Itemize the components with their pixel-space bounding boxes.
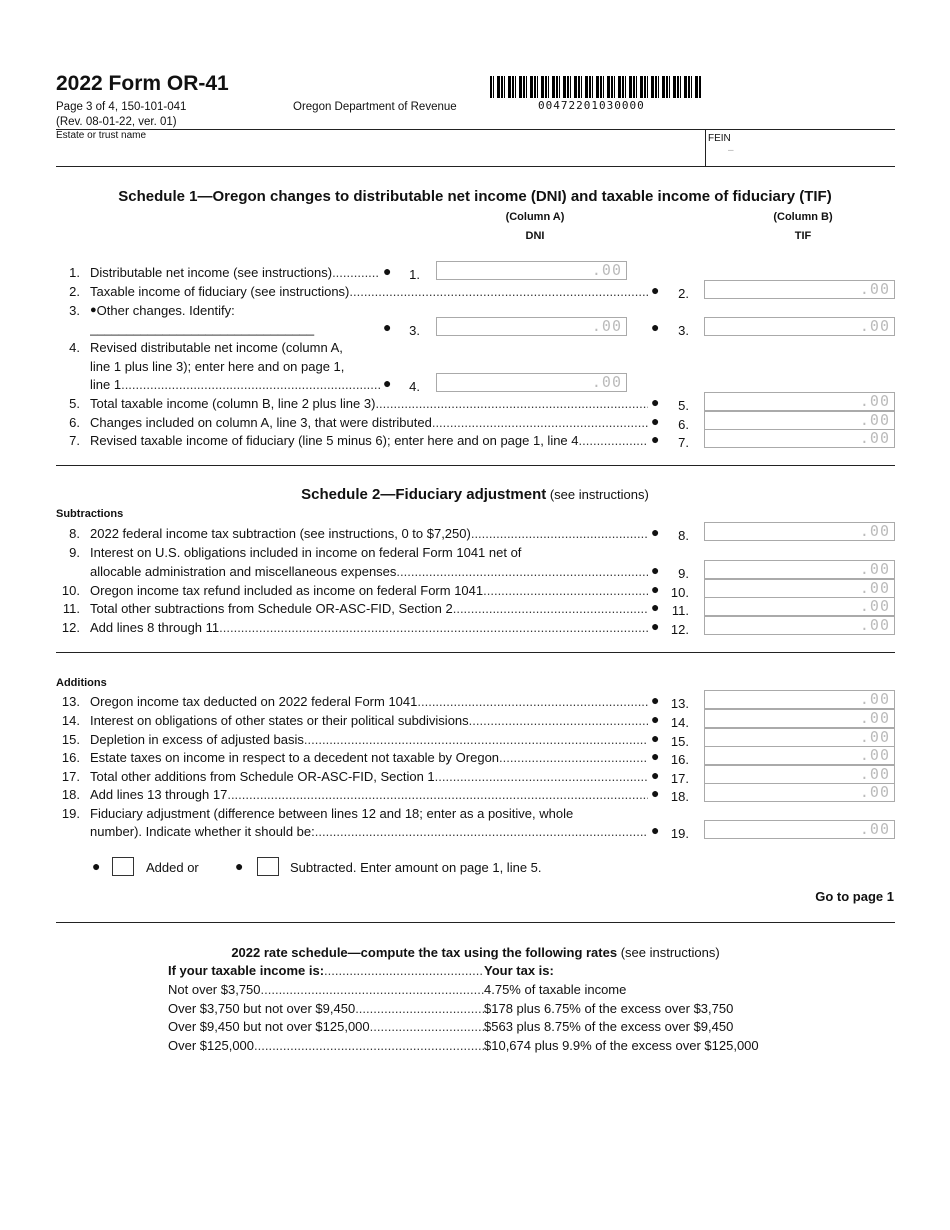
- rate-tax: $178 plus 6.75% of the excess over $3,750: [484, 1000, 734, 1016]
- line-6-text: [56, 413, 648, 432]
- line-label: [90, 375, 380, 394]
- box-line-number: 12.: [670, 622, 689, 637]
- bullet-icon: ●: [383, 263, 392, 279]
- line-label-text: Revised distributable net income (column A,: [90, 340, 343, 355]
- line-label-text: Depletion in excess of adjusted basis: [90, 732, 304, 747]
- bullet-icon: ●: [651, 599, 660, 615]
- box-line-number: 3.: [678, 323, 689, 338]
- line-number: [56, 357, 80, 376]
- barcode-number: 00472201030000: [538, 99, 645, 112]
- line-label-text: Interest on U.S. obligations included in income on federal Form 1041 net of: [90, 545, 522, 560]
- schedule2-heading: [0, 486, 950, 503]
- line-12-text: [56, 618, 648, 637]
- page-info: Page 3 of 4, 150-101-041: [56, 101, 187, 113]
- bullet-icon: ●: [235, 858, 244, 874]
- box-line-number: 10.: [670, 585, 689, 600]
- box-line-number: 7.: [678, 435, 689, 450]
- box-line-number: 6.: [678, 417, 689, 432]
- bullet-icon: ●: [651, 748, 660, 764]
- line-number: 13.: [61, 694, 80, 709]
- column-b-label: (Column B): [773, 211, 833, 223]
- subtracted-checkbox[interactable]: [257, 857, 279, 876]
- line-18-text: [56, 785, 648, 804]
- rate-row: [168, 1018, 733, 1036]
- line-4-text: [56, 357, 380, 376]
- line-label-text: Total taxable income (column B, line 2 plus line 3): [90, 396, 376, 411]
- line-label-text: number). Indicate whether it should be:: [90, 824, 315, 839]
- line-2-col-b-input[interactable]: .00: [704, 280, 895, 299]
- rate-tax: 4.75% of taxable income: [484, 982, 627, 997]
- rate-schedule-note: (see instructions): [617, 945, 720, 960]
- line-5-col-b-input[interactable]: .00: [704, 392, 895, 411]
- line-10-col-b-input[interactable]: .00: [704, 579, 895, 598]
- line-label: [90, 319, 380, 338]
- line-label: [90, 394, 648, 413]
- bullet-icon: ●: [90, 304, 97, 316]
- rate-row: [168, 981, 626, 999]
- line-number: [56, 319, 80, 338]
- line-15-col-b-input[interactable]: .00: [704, 728, 895, 747]
- bullet-icon: ●: [651, 730, 660, 746]
- box-line-number: 18.: [670, 789, 689, 804]
- line-3-text: [56, 319, 380, 338]
- line-number: 8.: [69, 526, 80, 541]
- line-3-col-b-input[interactable]: .00: [704, 317, 895, 336]
- schedule1-title: Schedule 1—Oregon changes to distributable net income (DNI) and taxable income of fiduciary (TIF): [118, 188, 832, 205]
- line-label: [90, 562, 648, 581]
- bullet-icon: ●: [383, 375, 392, 391]
- line-label-text: Add lines 8 through 11: [90, 620, 220, 635]
- rate-col2-header: Your tax is:: [484, 963, 554, 978]
- bullet-icon: ●: [383, 319, 392, 335]
- bullet-icon: ●: [651, 394, 660, 410]
- line-label-text: Total other subtractions from Schedule OR-ASC-FID, Section 2: [90, 601, 453, 616]
- box-line-number: 5.: [678, 398, 689, 413]
- line-9-text: [56, 562, 648, 581]
- bullet-icon: ●: [651, 767, 660, 783]
- line-19-col-b-input[interactable]: .00: [704, 820, 895, 839]
- line-label-text: 2022 federal income tax subtraction (see instructions, 0 to $7,250): [90, 526, 471, 541]
- go-to-page-1: Go to page 1: [815, 889, 894, 904]
- line-9-text: [56, 543, 648, 562]
- bullet-icon: ●: [651, 692, 660, 708]
- line-4-text: [56, 375, 380, 394]
- line-number: 7.: [69, 433, 80, 448]
- box-line-number: 14.: [670, 715, 689, 730]
- line-19-text: [56, 804, 648, 823]
- line-label-text: line 1: [90, 377, 122, 392]
- line-number: 4.: [69, 340, 80, 355]
- line-number: [56, 562, 80, 581]
- line-number: 18.: [61, 787, 80, 802]
- line-13-text: [56, 692, 648, 711]
- box-line-number: 11.: [671, 603, 689, 618]
- additions-label: Additions: [56, 677, 107, 689]
- line-11-text: [56, 599, 648, 618]
- line-label-text: Oregon income tax refund included as income on federal Form 1041: [90, 583, 484, 598]
- subtractions-label: Subtractions: [56, 508, 124, 520]
- box-line-number: 2.: [678, 286, 689, 301]
- line-label: [90, 431, 648, 450]
- line-label-text: Changes included on column A, line 3, that were distributed: [90, 415, 432, 430]
- line-5-text: [56, 394, 648, 413]
- line-label: [90, 357, 380, 376]
- line-label-text: Estate taxes on income in respect to a decedent not taxable by Oregon: [90, 750, 500, 765]
- line-label-text: Oregon income tax deducted on 2022 federal Form 1041: [90, 694, 418, 709]
- box-line-number: 3.: [409, 323, 420, 338]
- line-13-col-b-input[interactable]: .00: [704, 690, 895, 709]
- line-1-text: [56, 263, 380, 282]
- line-label-text: _______________________________: [90, 321, 315, 336]
- line-number: 5.: [69, 396, 80, 411]
- rate-income: Not over $3,750: [168, 982, 261, 997]
- line-label: [90, 543, 648, 562]
- line-1-col-a-input[interactable]: .00: [436, 261, 627, 280]
- line-9-col-b-input[interactable]: .00: [704, 560, 895, 579]
- line-label-text: line 1 plus line 3); enter here and on page 1,: [90, 359, 345, 374]
- box-line-number: 8.: [678, 528, 689, 543]
- line-number: [56, 375, 80, 394]
- line-14-text: [56, 711, 648, 730]
- line-label: [90, 804, 648, 823]
- line-number: 10.: [61, 583, 80, 598]
- bullet-icon: ●: [651, 785, 660, 801]
- estate-name-label: Estate or trust name: [56, 130, 147, 141]
- line-label-text: Taxable income of fiduciary (see instructions): [90, 284, 350, 299]
- line-label: [90, 413, 648, 432]
- schedule2-title: Schedule 2—Fiduciary adjustment: [301, 486, 547, 503]
- bullet-icon: ●: [651, 319, 660, 335]
- bullet-icon: ●: [92, 858, 101, 874]
- bullet-icon: ●: [651, 431, 660, 447]
- line-label: [90, 711, 648, 730]
- box-line-number: 15.: [670, 734, 689, 749]
- line-number: 16.: [61, 750, 80, 765]
- line-16-col-b-input[interactable]: .00: [704, 746, 895, 765]
- rate-schedule-title: 2022 rate schedule—compute the tax using the following rates: [231, 945, 618, 960]
- line-number: 11.: [62, 601, 80, 616]
- rate-tax: $563 plus 8.75% of the excess over $9,450: [484, 1019, 734, 1035]
- bullet-icon: ●: [651, 282, 660, 298]
- rate-header: [168, 962, 554, 980]
- rate-income: Over $3,750 but not over $9,450: [168, 1000, 356, 1016]
- box-line-number: 9.: [678, 566, 689, 581]
- added-label: Added or: [146, 860, 199, 875]
- line-number: 6.: [69, 415, 80, 430]
- line-label: [90, 263, 380, 282]
- box-line-number: 4.: [409, 379, 420, 394]
- column-a-label: (Column A): [505, 211, 565, 223]
- rate-row: [168, 1000, 733, 1018]
- line-label-text: Interest on obligations of other states or their political subdivisions: [90, 713, 469, 728]
- bullet-icon: ●: [651, 618, 660, 634]
- line-16-text: [56, 748, 648, 767]
- line-label: [90, 767, 648, 786]
- line-label-text: allocable administration and miscellaneous expenses: [90, 564, 397, 579]
- line-8-col-b-input[interactable]: .00: [704, 522, 895, 541]
- rate-income: Over $9,450 but not over $125,000: [168, 1019, 370, 1035]
- line-label: [90, 618, 648, 637]
- rate-row: [168, 1037, 759, 1055]
- line-label: [90, 692, 648, 711]
- box-line-number: 1.: [409, 267, 420, 282]
- bullet-icon: ●: [651, 562, 660, 578]
- line-15-text: [56, 730, 648, 749]
- line-8-text: [56, 524, 648, 543]
- bullet-icon: ●: [651, 822, 660, 838]
- line-19-text: [56, 822, 648, 841]
- line-number: 15.: [61, 732, 80, 747]
- line-number: [56, 822, 80, 841]
- line-label: [90, 581, 648, 600]
- line-label: [90, 282, 648, 301]
- line-number: 1.: [69, 265, 80, 280]
- fein-field[interactable]: [708, 145, 893, 165]
- rate-income: Over $125,000: [168, 1038, 255, 1054]
- line-10-text: [56, 581, 648, 600]
- rate-col1-header: If your taxable income is:: [168, 963, 325, 978]
- line-label: [90, 599, 648, 618]
- line-3-text: [56, 301, 380, 320]
- bullet-icon: ●: [651, 413, 660, 429]
- fein-dash: –: [728, 145, 734, 156]
- line-4-col-a-input[interactable]: .00: [436, 373, 627, 392]
- line-number: 3.: [69, 303, 80, 318]
- line-7-text: [56, 431, 648, 450]
- line-label-text: Distributable net income (see instructions): [90, 265, 333, 280]
- barcode: [490, 76, 702, 98]
- bullet-icon: ●: [651, 524, 660, 540]
- box-line-number: 16.: [670, 752, 689, 767]
- line-17-col-b-input[interactable]: .00: [704, 765, 895, 784]
- line-4-text: [56, 338, 380, 357]
- box-line-number: 13.: [670, 696, 689, 711]
- line-label-text: Revised taxable income of fiduciary (line 5 minus 6); enter here and on page 1, line 4: [90, 433, 579, 448]
- line-7-col-b-input[interactable]: .00: [704, 429, 895, 448]
- line-number: 17.: [61, 769, 80, 784]
- fein-label: FEIN: [708, 133, 731, 144]
- line-number: 19.: [61, 806, 80, 821]
- line-number: 14.: [61, 713, 80, 728]
- line-number: 9.: [69, 545, 80, 560]
- line-label: [90, 524, 648, 543]
- line-label-text: Fiduciary adjustment (difference between lines 12 and 18; enter as a positive, whole: [90, 806, 574, 821]
- line-6-col-b-input[interactable]: .00: [704, 411, 895, 430]
- line-3-col-a-input[interactable]: .00: [436, 317, 627, 336]
- line-label-text: Other changes. Identify:: [96, 303, 235, 318]
- rate-tax: $10,674 plus 9.9% of the excess over $125,000: [484, 1038, 759, 1054]
- form-title: 2022 Form OR-41: [56, 72, 229, 95]
- added-checkbox[interactable]: [112, 857, 134, 876]
- rate-schedule-heading: [168, 945, 783, 960]
- column-a-sub: DNI: [525, 230, 545, 242]
- bullet-icon: ●: [651, 581, 660, 597]
- line-12-col-b-input[interactable]: .00: [704, 616, 895, 635]
- line-label-text: Add lines 13 through 17: [90, 787, 228, 802]
- box-line-number: 17.: [670, 771, 689, 786]
- line-number: 2.: [69, 284, 80, 299]
- line-label: [90, 785, 648, 804]
- agency: Oregon Department of Revenue: [293, 101, 457, 113]
- line-14-col-b-input[interactable]: .00: [704, 709, 895, 728]
- line-label: [90, 822, 648, 841]
- line-number: 12.: [61, 620, 80, 635]
- line-17-text: [56, 767, 648, 786]
- line-label: [90, 730, 648, 749]
- subtracted-label: Subtracted. Enter amount on page 1, line 5.: [290, 860, 542, 875]
- line-label-text: Total other additions from Schedule OR-ASC-FID, Section 1: [90, 769, 435, 784]
- line-11-col-b-input[interactable]: .00: [704, 597, 895, 616]
- line-label: [90, 338, 380, 357]
- revision: (Rev. 08-01-22, ver. 01): [56, 116, 177, 128]
- line-18-col-b-input[interactable]: .00: [704, 783, 895, 802]
- bullet-icon: ●: [651, 711, 660, 727]
- line-2-text: [56, 282, 648, 301]
- line-label: [90, 748, 648, 767]
- box-line-number: 19.: [670, 826, 689, 841]
- line-label: [90, 301, 380, 320]
- estate-name-field[interactable]: [60, 142, 700, 164]
- schedule2-note: (see instructions): [546, 487, 649, 502]
- column-b-sub: TIF: [794, 230, 812, 242]
